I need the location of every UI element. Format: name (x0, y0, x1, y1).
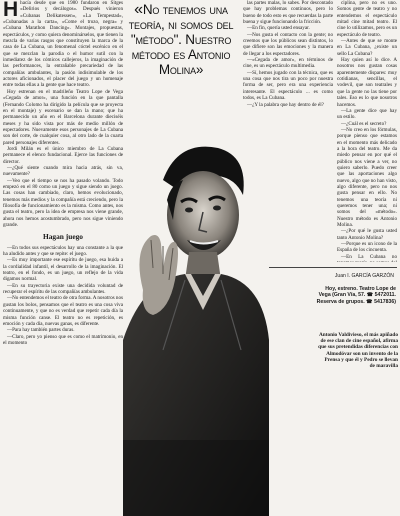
portrait-photo (123, 140, 269, 516)
drop-cap: H (3, 0, 19, 21)
right-column-paragraph: —Antes de que se monte en La Cubana, ¿existe un sello La Cubana? (337, 38, 397, 57)
left-body-paragraph: —Es muy importante ese espíritu de juego, esa huida a la cordialidad infantil, el desarrollo de la imaginación. El teatro, en el fondo, es un juego, un reflejo de la vida digamos normal. (3, 257, 123, 283)
left-intro-paragraph: Jordi Milán es el único miembro de La Cubana permanece el elenco fundacional. Ejerce las funciones de director. (3, 145, 123, 165)
byline: Juan I. GARCÍA GARZÓN (334, 273, 394, 279)
mid-column-paragraph: —Nos gusta el contacto con la gente; no creemos que los públicos sean distintos, lo que difiere son las emociones y la manera de llegar a los espectadores. (243, 31, 333, 57)
right-article-column (337, 0, 397, 262)
portrait-illustration (123, 140, 269, 516)
left-intro-paragraphs (3, 0, 123, 228)
right-column-paragraph: —La gente dice que hay un estilo. (337, 107, 397, 121)
left-body-paragraph: —En su trayectoria existe una decidida voluntad de recuperar el espíritu de las compañías ambulantes. (3, 282, 123, 296)
left-body-paragraph: —Para hay también partes duras. (7, 327, 75, 334)
right-column-paragraph: —No creo en los fórmulas, porque pienso que estamos en el momento más delicado a la hora del teatro. Me da miedo pensar en por qué el público nos viene a ver, no quiero saberlo. Puedo creer que las aportaciones algo nuevo, algo que no han visto, algo diferente, pero no nos gusta pensar en ello. No tenemos una teoría ni queremos tener una; ni somos del «método». Nuestro método es Antonio Molina. (337, 126, 397, 229)
left-body-paragraphs (3, 245, 123, 347)
info-line: Reserva de grupos. ☎ 5417836) (316, 298, 396, 305)
left-intro-paragraph: —¿Qué siente cuando mira hacia atrás, sin va, nuevamente? (3, 164, 123, 178)
mid-column-paragraph: —«Cegada de amor», en términos de cine, es un espectáculo multimedia. (243, 57, 333, 70)
right-column-paragraph: —¿Cuál es el secreto? (341, 120, 387, 127)
right-column-paragraph: Hay quien así lo dice. A nosotros nos gustan cosas aparentemente dispares: muy cotidianas, sencillas, el vodevil, que son teatrales y que la gente no las tiene por tales. Eso es lo que nosotros hacemos. (337, 57, 397, 108)
mid-column-paragraph: las partes malas, lo sabes. Por descontado que hay problemas continuos, pero lo bueno de todo esto es que recuerdas la parte buena y sigue funcionando la fricción. (243, 0, 333, 26)
photo-caption: Antonio Valdivieso, el más apiñado de ese clan de cine español, afirma que sus pretendidas diferencias con Almodóvar son un invento de la Prensa y que él y Pedro se llevan de maravilla (318, 332, 398, 370)
left-intro-paragraph: Hoy estrenan en el madrileño Teatro Lope de Vega «Cegada de amor», una función en la que pantalla (Fernando Colomo ha dirigido la película que se proyecta en el montaje) y escenario se dan la mano; que ha permanecido un año en el Barcelona durante dieciséis meses y ha sido vista por más de medio millón de espectadores. Nuevamente esos personajes de La Cubana son del corte, de cualquier cosa, al otro lado de la cuarta pared personajes diferentes. (3, 88, 123, 146)
mid-column-paragraph: —En fin, quería usted ensayar. (247, 25, 310, 32)
quote-mark-open: « (134, 1, 143, 18)
info-line: Hoy, estreno. Teatro Lope de (325, 286, 396, 292)
right-column-paragraph: ciplina, pero no es uno. Somos gente de teatro y no entendemos el espectáculo mitad cine mitad teatro. El cine lo utilizamos, pero es un espectáculo de teatro. (337, 0, 397, 38)
pull-quote (124, 2, 238, 77)
right-column-paragraph: —Porque es un icono de la España de los cincuenta. (337, 241, 397, 254)
right-column-paragraph: —En La Cubana no (341, 253, 397, 260)
right-column-paragraph: —¿Por qué le gusta usted tanto Antonio Molina? (337, 228, 397, 241)
left-body-paragraph: —Claro, pero yo pienso que es como el matrimonio, en el momento (3, 333, 123, 346)
info-line: Vega (Gran Vía, 57. ☎ 5472011. (318, 292, 396, 299)
pull-quote-text: No tenemos una teoría, ni somos del "método". Nuestro método es Antonio Molina» (128, 2, 234, 77)
left-intro-paragraph: hacía desde que en 1980 fundaron en Sitges «Delirios y decálogos». Después vinieron «Cubanas Delikatessen», «La Tempestad», «Cubanadas a la carta», «Come el trozo, negra» y «Cubana Marathon Dancing». Montajes, propuestas, espectáculos, y como quiera denominárselos, que tienen la mezcla de varias rasgos que constituyen la marca de la casa de La Cubana, un fenomenal cóctel escénico en el que se mezclan la parodia o el humor sutil con la inmediatez de los cómicos callejeros, la imaginación de las performances, la entrañable precariedad de las compañías ambulantes, la pasión indisimulable de los actores aficionados, el placer del juego y un homenaje entre todas ellas a la gente que hace teatro. (3, 0, 123, 89)
left-article-column (3, 0, 123, 516)
left-body-paragraph: —En todos sus espectáculos hay una constante a la que ha aludido antes y que se repite: el juego. (3, 244, 123, 258)
left-intro-paragraph: —Veo que el tiempo se nos ha pasado volando. Todo empezó en el 80 como un juego y sigue siendo un juego. Las cosas han cambiado, claro, hemos evolucionado, tenemos más medios y la compañía está creciendo, pero la filosofía de funcionamiento es la misma. Como antes, nos gusta el teatro, pero la idea de empresa nos viene grande, ahora nos hemos acostumbrado, pero nos sigue viniendo grande. (3, 177, 123, 229)
section-subhead: Hagan juego (42, 232, 84, 242)
left-body-paragraph: —No entendemos el teatro de otra forma. A nosotros nos gustan los bolos, pensamos que el teatro es una cosa viva continuamente, y que no es verdad que repetir cada día la misma función canse. El teatro no es repetición, es emoción y cada día, nuevas ganas, es diferente. (3, 295, 123, 327)
mid-column-paragraph: —¿Y la palabra que hay dentro de él? (247, 101, 324, 108)
mid-column-paragraph: —Sí, hemos jugado con la técnica, que es una cosa que nos tira un poco por nuestra forma de ser, pero era una experiencia interesante. El espectáculo ... es como todos, es La Cubana. (243, 69, 333, 102)
